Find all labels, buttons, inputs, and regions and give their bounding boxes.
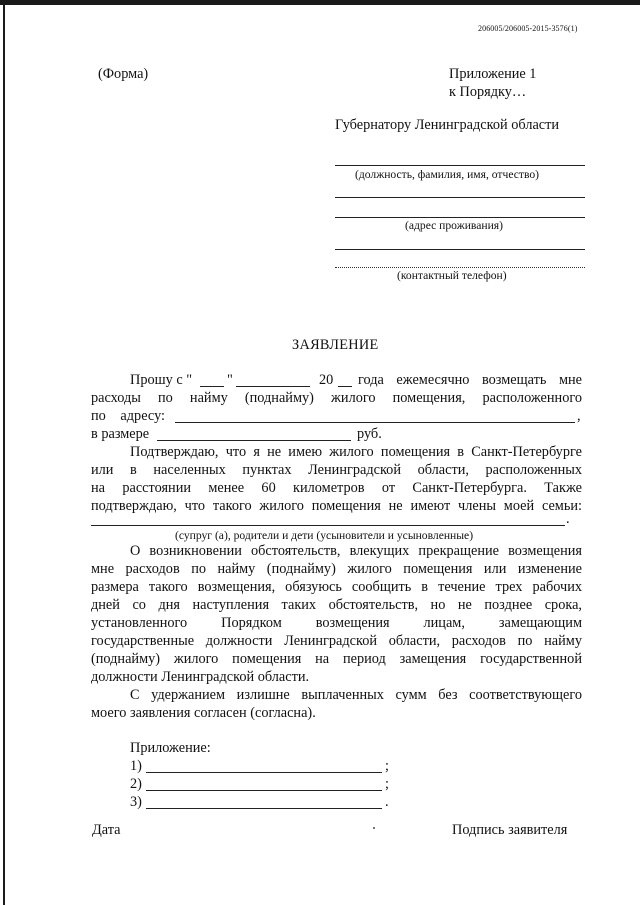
year-prefix: 20 <box>319 372 334 388</box>
body-line: государственные должности Ленинградской области, расходов по найму <box>91 633 582 649</box>
signature-label: Подпись заявителя <box>452 822 568 838</box>
phone-line-1 <box>335 249 585 250</box>
address-label: по адресу: <box>91 408 165 424</box>
period: . <box>566 511 570 527</box>
body-line: установленного Порядком возмещения лицам, замещающим <box>91 615 582 631</box>
body-line: размера такого возмещения, обязуюсь сообщить в течение трех рабочих <box>91 579 582 595</box>
rental-address-line <box>175 422 575 423</box>
body-line: моего заявления согласен (согласна). <box>91 705 316 721</box>
page-border-top <box>0 0 640 5</box>
page-border-left <box>3 0 5 905</box>
family-members-line <box>91 525 565 526</box>
comma: , <box>577 408 581 424</box>
request-text-start: Прошу с " <box>130 372 193 388</box>
body-line: или в населенных пунктах Ленинградской области, расположенных <box>91 462 582 478</box>
quote-close: " <box>227 372 233 388</box>
phone-caption: (контактный телефон) <box>397 269 507 282</box>
addressee-title: Губернатору Ленинградской области <box>335 117 560 133</box>
position-name-line <box>335 165 585 166</box>
form-label: (Форма) <box>98 66 149 82</box>
request-text-end: года ежемесячно возмещать мне <box>358 372 582 388</box>
appendix-line-2: к Порядку… <box>449 84 527 100</box>
phone-line-2 <box>335 267 585 268</box>
scan-speck <box>373 827 375 829</box>
document-title: ЗАЯВЛЕНИЕ <box>292 337 379 353</box>
body-line: должности Ленинградской области. <box>91 669 310 685</box>
amount-label: в размере <box>91 426 150 442</box>
year-field-line <box>338 386 352 387</box>
body-line: Подтверждаю, что я не имею жилого помещения в Санкт-Петербурге <box>130 444 582 460</box>
body-line: дней со дня наступления таких обстоятельств, но не позднее срока, <box>91 597 582 613</box>
address-caption: (адрес проживания) <box>405 219 503 232</box>
body-line: О возникновении обстоятельств, влекущих прекращение возмещения <box>130 543 582 559</box>
body-line: на расстоянии менее 60 километров от Санкт-Петербурга. Также <box>91 480 582 496</box>
document-id: 206005/206005-2015-3576(1) <box>478 24 578 33</box>
amount-field-line <box>157 440 351 441</box>
attachment-number: 2) <box>130 776 142 792</box>
date-label: Дата <box>92 822 121 838</box>
body-line: мне расходов по найму (поднайму) жилого помещения или изменение <box>91 561 582 577</box>
body-line: (поднайму) жилого помещения на период замещения государственной <box>91 651 582 667</box>
attachment-end: ; <box>385 758 389 774</box>
day-field-line <box>200 386 224 387</box>
position-name-caption: (должность, фамилия, имя, отчество) <box>355 168 540 181</box>
body-line: расходы по найму (поднайму) жилого помещения, расположенного <box>91 390 582 406</box>
currency-label: руб. <box>357 426 382 442</box>
attachments-label: Приложение: <box>130 740 211 756</box>
attachment-line <box>146 772 382 773</box>
attachment-end: ; <box>385 776 389 792</box>
month-field-line <box>236 386 310 387</box>
body-line: С удержанием излишне выплаченных сумм без соответствующего <box>130 687 582 703</box>
address-line-1 <box>335 197 585 198</box>
attachment-number: 1) <box>130 758 142 774</box>
attachment-line <box>146 808 382 809</box>
attachment-line <box>146 790 382 791</box>
attachment-number: 3) <box>130 794 142 810</box>
body-line: подтверждаю, что такого жилого помещения не имеют члены моей семьи: <box>91 498 582 514</box>
address-line-2 <box>335 217 585 218</box>
appendix-line-1: Приложение 1 <box>449 66 537 82</box>
attachment-end: . <box>385 794 389 810</box>
family-caption: (супруг (а), родители и дети (усыновители и усыновленные) <box>175 529 474 542</box>
